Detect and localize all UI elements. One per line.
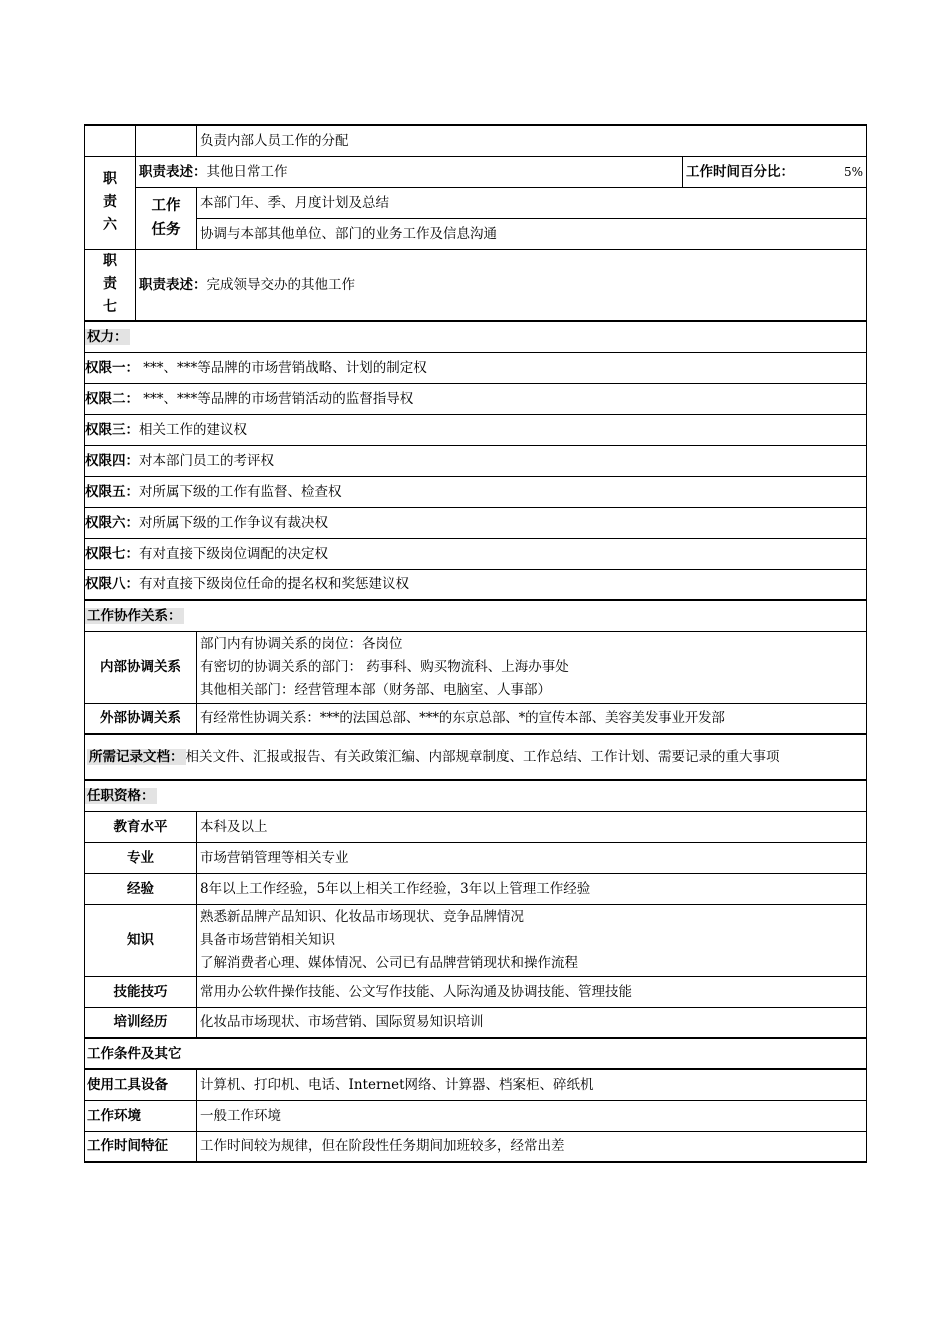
authority-row [85, 383, 867, 414]
qualification-label: 技能技巧 [85, 976, 197, 1007]
authority-label: 权限六： [85, 514, 139, 531]
duty6-pct-label: 工作时间百分比： [686, 163, 794, 180]
qualification-label: 教育水平 [85, 811, 197, 842]
qualification-row [85, 976, 867, 1007]
conditions-label: 工作时间特征 [85, 1131, 197, 1162]
duty7-row [85, 249, 867, 321]
authority-label: 权限八： [85, 576, 139, 593]
conditions-text: 一般工作环境 [197, 1100, 867, 1131]
qualification-row [85, 811, 867, 842]
authority-label: 权限二： [85, 390, 139, 407]
duty6-task-label: 工作 任务 [136, 187, 197, 249]
prev-task-text: 负责内部人员工作的分配 [197, 125, 867, 156]
job-description-table [84, 124, 867, 1163]
authority-text: 对所属下级的工作争议有裁决权 [139, 514, 328, 531]
qualification-text: 8年以上工作经验，5年以上相关工作经验，3年以上管理工作经验 [197, 873, 867, 904]
authority-row [85, 414, 867, 445]
knowledge-line: 熟悉新品牌产品知识、化妆品市场现状、竞争品牌情况 [200, 908, 524, 925]
authority-text: 相关工作的建议权 [139, 421, 247, 438]
authority-row [85, 445, 867, 476]
qualification-label: 专业 [85, 842, 197, 873]
authority-text: 对所属下级的工作有监督、检查权 [139, 483, 342, 500]
qualification-label: 经验 [85, 873, 197, 904]
conditions-row [85, 1069, 867, 1100]
authority-text: 有对直接下级岗位调配的决定权 [139, 545, 328, 562]
external-coop-text: 有经常性协调关系：***的法国总部、***的东京总部、*的宣传本部、美容美发事业开发部 [197, 703, 867, 734]
qualification-text [197, 904, 867, 976]
authority-row [85, 476, 867, 507]
external-coop-label: 外部协调关系 [85, 703, 197, 734]
conditions-label: 使用工具设备 [85, 1069, 197, 1100]
authority-text: 对本部门员工的考评权 [139, 452, 274, 469]
conditions-row [85, 1131, 867, 1162]
authority-title: 权力： [87, 328, 128, 345]
duty6-pct-value: 5% [843, 164, 863, 179]
authority-label: 权限七： [85, 545, 139, 562]
authority-header [85, 321, 867, 352]
duty6-pct-cell [683, 156, 867, 187]
duty6-task-2: 协调与本部其他单位、部门的业务工作及信息沟通 [197, 218, 867, 249]
internal-coop-row [85, 631, 867, 703]
duty6-desc-label: 职责表述： [139, 163, 207, 180]
qualification-header-row [85, 780, 867, 811]
external-coop-row [85, 703, 867, 734]
duty6-desc [136, 156, 683, 187]
qualification-label: 知识 [85, 904, 197, 976]
knowledge-line: 了解消费者心理、媒体情况、公司已有品牌营销现状和操作流程 [200, 954, 578, 971]
duty6-desc-text: 其他日常工作 [206, 163, 288, 180]
internal-coop-line: 有密切的协调关系的部门： 药事科、购买物流科、上海办事处 [200, 658, 569, 675]
duty6-desc-row [85, 156, 867, 187]
duty7-desc-label: 职责表述： [139, 276, 207, 293]
qualification-row [85, 904, 867, 976]
authority-row [85, 507, 867, 538]
internal-coop-text [197, 631, 867, 703]
duty6-label: 职 责 六 [85, 156, 136, 249]
duty6-task-1: 本部门年、季、月度计划及总结 [197, 187, 867, 218]
cooperation-header-row [85, 600, 867, 631]
records-label: 所需记录文档： [89, 748, 184, 765]
internal-coop-label: 内部协调关系 [85, 631, 197, 703]
duty7-desc-text: 完成领导交办的其他工作 [206, 276, 355, 293]
records-text: 相关文件、汇报或报告、有关政策汇编、内部规章制度、工作总结、工作计划、需要记录的重大事项 [185, 748, 780, 765]
duty6-task-row-2 [85, 218, 867, 249]
qualification-text: 市场营销管理等相关专业 [197, 842, 867, 873]
authority-label: 权限四： [85, 452, 139, 469]
qualification-text: 化妆品市场现状、市场营销、国际贸易知识培训 [197, 1007, 867, 1038]
duty6-prev-task-row [85, 125, 867, 156]
authority-text: 有对直接下级岗位任命的提名权和奖惩建议权 [139, 576, 409, 593]
authority-label: 权限三： [85, 421, 139, 438]
qualification-row [85, 873, 867, 904]
authority-label: 权限一： [85, 359, 139, 376]
records-cell [85, 734, 867, 780]
authority-row [85, 569, 867, 600]
internal-coop-line: 其他相关部门：经营管理本部（财务部、电脑室、人事部） [200, 681, 551, 698]
authority-label: 权限五： [85, 483, 139, 500]
records-row [85, 734, 867, 780]
qualification-row [85, 842, 867, 873]
authority-text: ***、***等品牌的市场营销活动的监督指导权 [139, 390, 414, 407]
conditions-row [85, 1100, 867, 1131]
conditions-text: 工作时间较为规律，但在阶段性任务期间加班较多，经常出差 [197, 1131, 867, 1162]
qualification-row [85, 1007, 867, 1038]
authority-row [85, 538, 867, 569]
job-description-document [84, 124, 866, 1163]
authority-row [85, 352, 867, 383]
conditions-label: 工作环境 [85, 1100, 197, 1131]
cooperation-title: 工作协作关系： [87, 607, 182, 624]
knowledge-line: 具备市场营销相关知识 [200, 931, 335, 948]
conditions-text: 计算机、打印机、电话、Internet网络、计算器、档案柜、碎纸机 [197, 1069, 867, 1100]
authority-text: ***、***等品牌的市场营销战略、计划的制定权 [139, 359, 427, 376]
duty7-desc [136, 249, 867, 321]
conditions-header-row [85, 1038, 867, 1069]
duty7-label: 职 责 七 [85, 249, 136, 321]
internal-coop-line: 部门内有协调关系的岗位：各岗位 [200, 635, 403, 652]
qualification-label: 培训经历 [85, 1007, 197, 1038]
duty6-task-row-1 [85, 187, 867, 218]
authority-header-row [85, 321, 867, 352]
qualification-title: 任职资格： [87, 787, 155, 804]
conditions-title: 工作条件及其它 [85, 1038, 867, 1069]
qualification-text: 常用办公软件操作技能、公文写作技能、人际沟通及协调技能、管理技能 [197, 976, 867, 1007]
qualification-text: 本科及以上 [197, 811, 867, 842]
